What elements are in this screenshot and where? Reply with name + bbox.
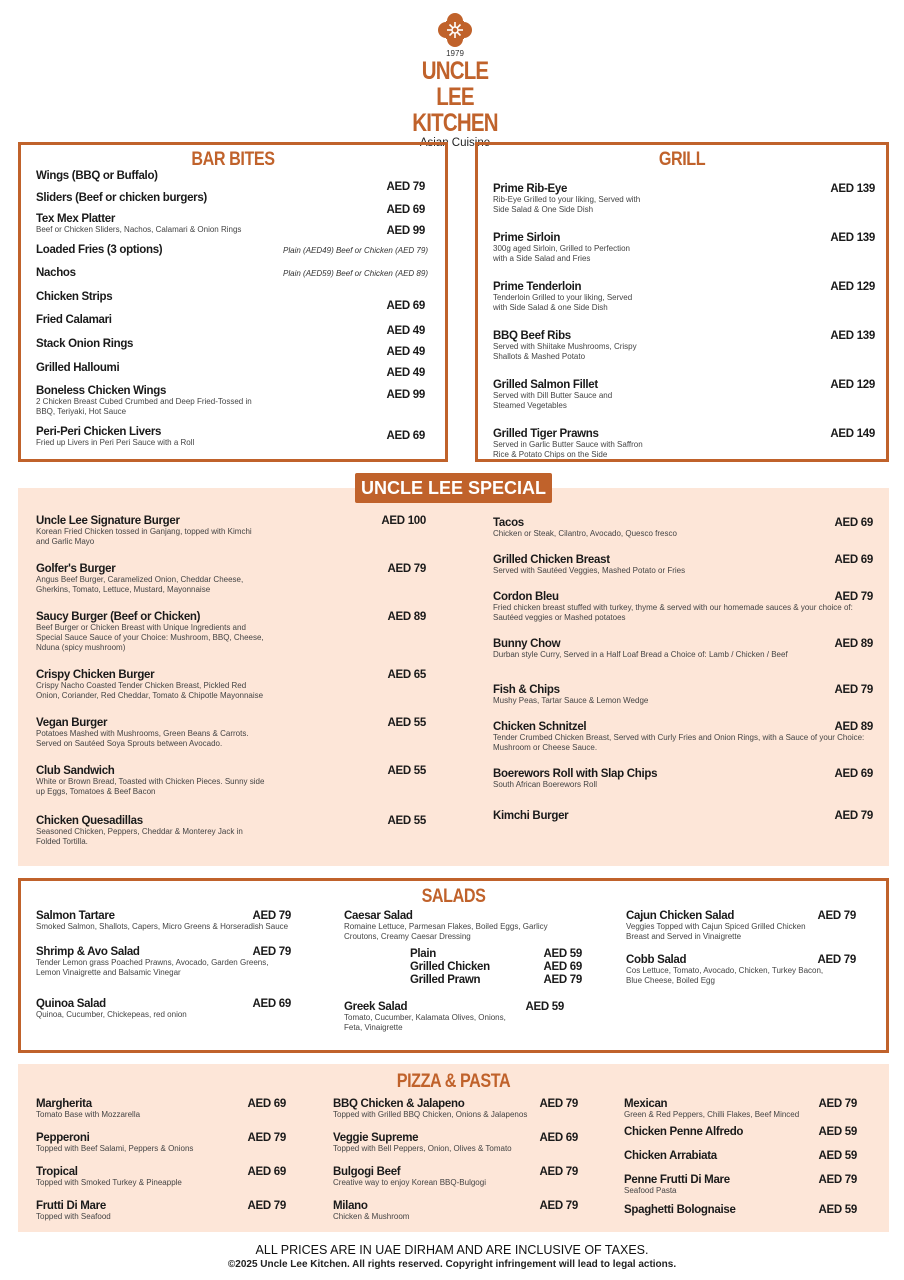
menu-item[interactable] [36, 910, 291, 932]
item-price: AED 79 [817, 910, 856, 922]
menu-item[interactable] [493, 428, 875, 460]
item-desc: Fried chicken breast stuffed with turkey, thyme & served with our homemade sauces & your choice of: Sautéed veggies or Mashed potatoes [493, 603, 853, 622]
menu-item[interactable] [36, 946, 291, 978]
item-row [36, 1132, 286, 1144]
item-desc: White or Brown Bread, Toasted with Chicken Pieces. Sunny side up Eggs, Tomatoes & Beef Bacon [36, 777, 265, 796]
item-row [36, 611, 426, 623]
item-price-secondary: AED 49 [386, 367, 425, 379]
item-row [493, 281, 875, 293]
item-desc: Served with Shiitake Mushrooms, Crispy Shallots & Mashed Potato [493, 342, 637, 361]
item-name: Chicken Arrabiata [624, 1150, 717, 1162]
item-desc: Chicken & Mushroom [333, 1212, 410, 1221]
item-row [493, 379, 875, 391]
logo-brand-line1: UNCLE LEE [421, 57, 489, 111]
menu-item[interactable] [36, 1132, 286, 1154]
item-name: Tacos [493, 517, 524, 529]
menu-item[interactable] [36, 338, 428, 350]
flower-emblem-icon [437, 12, 473, 48]
uncle-lee-special-section [18, 488, 889, 866]
item-desc: South African Boerewors Roll [493, 780, 598, 789]
item-desc: Quinoa, Cucumber, Chickepeas, red onion [36, 1010, 187, 1019]
item-name: Chicken Penne Alfredo [624, 1126, 744, 1138]
item-row [36, 815, 426, 827]
price-notice: ALL PRICES ARE IN UAE DIRHAM AND ARE INCLUSIVE OF TAXES. [255, 1243, 649, 1257]
menu-item[interactable] [36, 244, 428, 256]
item-name: Club Sandwich [36, 765, 115, 777]
item-price: AED 59 [818, 1150, 857, 1162]
item-row [36, 946, 291, 958]
item-desc: Served with Sautéed Veggies, Mashed Potato or Fries [493, 566, 686, 575]
item-price: AED 129 [830, 281, 875, 293]
pizza-col1 [36, 1098, 286, 1222]
section-title-grill: GRILL [658, 149, 706, 170]
item-row [624, 1150, 857, 1162]
pizza-col2 [333, 1098, 578, 1222]
option-label: Grilled Prawn [410, 974, 481, 986]
option-label: Grilled Chicken [410, 961, 490, 973]
menu-item[interactable] [36, 1166, 286, 1188]
item-name: Tropical [36, 1166, 78, 1178]
menu-item[interactable] [36, 426, 428, 448]
item-price: AED 69 [247, 1098, 286, 1110]
special-right-list [493, 517, 873, 822]
item-name: Vegan Burger [36, 717, 108, 729]
item-name: Fish & Chips [493, 684, 560, 696]
item-name: Grilled Chicken Breast [493, 554, 610, 566]
item-name: BBQ Beef Ribs [493, 330, 571, 342]
item-name: Chicken Schnitzel [493, 721, 587, 733]
item-name: Cobb Salad [626, 954, 687, 966]
item-row [493, 183, 875, 195]
item-row [36, 244, 428, 256]
item-price: AED 79 [247, 1200, 286, 1212]
item-price: AED 139 [830, 183, 875, 195]
item-price: AED 99 [386, 225, 425, 237]
option-label: Plain [410, 948, 436, 960]
item-price: AED 79 [386, 181, 425, 193]
item-desc: Durban style Curry, Served in a Half Loaf Bread a Choice of: Lamb / Chicken / Beef [493, 650, 788, 659]
item-row [36, 291, 428, 303]
item-desc: Served with Dill Butter Sauce and Steamed Vegetables [493, 391, 613, 410]
item-row [624, 1174, 857, 1186]
item-price: AED 79 [834, 810, 873, 822]
item-desc: Beef or Chicken Sliders, Nachos, Calamari & Onion Rings [36, 225, 242, 234]
item-row [36, 563, 426, 575]
item-price: AED 55 [387, 765, 426, 777]
item-name: Shrimp & Avo Salad [36, 946, 140, 958]
item-price: AED 59 [525, 1001, 564, 1013]
menu-item[interactable] [624, 1174, 857, 1196]
menu-item[interactable] [36, 563, 426, 595]
item-price: AED 79 [818, 1098, 857, 1110]
item-desc: Angus Beef Burger, Caramelized Onion, Cheddar Cheese, Gherkins, Tomato, Lettuce, Mustard, Mayonnaise [36, 575, 244, 594]
item-name: Saucy Burger (Beef or Chicken) [36, 611, 201, 623]
item-row [36, 1098, 286, 1110]
item-name: Loaded Fries (3 options) [36, 244, 163, 256]
item-name: Golfer's Burger [36, 563, 116, 575]
item-price: AED 100 [381, 515, 426, 527]
item-name: Prime Rib-Eye [493, 183, 568, 195]
item-name: Prime Sirloin [493, 232, 561, 244]
item-desc: Tomato, Cucumber, Kalamata Olives, Onions, Feta, Vinaigrette [344, 1013, 506, 1032]
menu-item[interactable] [36, 385, 428, 417]
salads-col3 [626, 910, 856, 986]
item-price: AED 89 [834, 638, 873, 650]
item-price: AED 69 [834, 554, 873, 566]
item-name: Kimchi Burger [493, 810, 569, 822]
item-price: AED 49 [386, 346, 425, 358]
item-name: Crispy Chicken Burger [36, 669, 155, 681]
item-row [626, 910, 856, 922]
item-row [36, 192, 428, 204]
grill-section [475, 142, 889, 462]
item-name: Salmon Tartare [36, 910, 115, 922]
menu-item[interactable] [333, 1200, 578, 1222]
item-desc: 300g aged Sirloin, Grilled to Perfection with a Side Salad and Fries [493, 244, 630, 263]
salads-col2 [344, 910, 584, 1033]
item-desc: Topped with Bell Peppers, Onion, Olives & Tomato [333, 1144, 512, 1153]
item-price: AED 55 [387, 815, 426, 827]
item-price: AED 79 [818, 1174, 857, 1186]
item-name: Wings (BBQ or Buffalo) [36, 170, 158, 182]
menu-item[interactable] [36, 717, 426, 749]
menu-item[interactable] [344, 910, 584, 987]
item-name: BBQ Chicken & Jalapeno [333, 1098, 465, 1110]
item-name: Milano [333, 1200, 368, 1212]
item-desc: Served in Garlic Butter Sauce with Saffron Rice & Potato Chips on the Side [493, 440, 643, 459]
item-name: Grilled Tiger Prawns [493, 428, 599, 440]
menu-item[interactable] [36, 213, 428, 235]
item-name: Nachos [36, 267, 76, 279]
item-desc: Green & Red Peppers, Chilli Flakes, Beef Minced [624, 1110, 800, 1119]
item-desc: Tenderloin Grilled to your liking, Served with Side Salad & one Side Dish [493, 293, 633, 312]
item-desc: Chicken or Steak, Cilantro, Avocado, Quesco fresco [493, 529, 677, 538]
item-row [36, 910, 291, 922]
item-row [624, 1204, 857, 1216]
bar-bites-section [18, 142, 448, 462]
special-left-list [36, 515, 426, 847]
item-row [36, 170, 428, 182]
item-name: Cordon Bleu [493, 591, 559, 603]
menu-item[interactable] [624, 1126, 857, 1138]
item-price: AED 69 [834, 768, 873, 780]
item-price: AED 149 [830, 428, 875, 440]
copyright-notice: ©2025 Uncle Lee Kitchen. All rights reserved. Copyright infringement will lead to legal actions. [227, 1259, 677, 1270]
item-row [36, 765, 426, 777]
menu-item[interactable] [36, 998, 291, 1020]
item-row [493, 232, 875, 244]
section-title-pizza-pasta: PIZZA & PASTA [396, 1071, 511, 1092]
item-price: AED 59 [818, 1204, 857, 1216]
item-row [36, 314, 428, 326]
salads-col1 [36, 910, 291, 1020]
item-desc: 2 Chicken Breast Cubed Crumbed and Deep Fried-Tossed in BBQ, Teriyaki, Hot Sauce [36, 397, 252, 416]
menu-item[interactable] [493, 721, 873, 753]
caesar-option[interactable] [410, 961, 582, 974]
menu-item[interactable] [36, 515, 426, 547]
item-price: AED 79 [539, 1200, 578, 1212]
item-name: Tex Mex Platter [36, 213, 116, 225]
item-name: Grilled Salmon Fillet [493, 379, 598, 391]
item-row [624, 1098, 857, 1110]
menu-item[interactable] [36, 611, 426, 653]
item-name: Margherita [36, 1098, 92, 1110]
menu-item[interactable] [36, 362, 428, 374]
item-desc: Cos Lettuce, Tomato, Avocado, Chicken, Turkey Bacon, Blue Cheese, Boiled Egg [626, 966, 824, 985]
menu-item[interactable] [493, 591, 873, 623]
item-desc: Potatoes Mashed with Mushrooms, Green Beans & Carrots. Served on Sautéed Soya Sprouts between Avocado. [36, 729, 249, 748]
item-desc: Rib-Eye Grilled to your liking, Served with Side Salad & One Side Dish [493, 195, 641, 214]
item-name: Boerewors Roll with Slap Chips [493, 768, 658, 780]
item-row [493, 684, 873, 696]
item-row [36, 1166, 286, 1178]
menu-item[interactable] [36, 1200, 286, 1222]
item-desc: Topped with Smoked Turkey & Pineapple [36, 1178, 182, 1187]
item-desc: Beef Burger or Chicken Breast with Unique Ingredients and Special Sauce Sauce of your Choice: Mushroom, BBQ, Cheese, Nduna (spicy mushroom) [36, 623, 264, 652]
item-row [36, 998, 291, 1010]
item-price: AED 99 [386, 389, 425, 401]
menu-item[interactable] [36, 669, 426, 701]
item-row [333, 1132, 578, 1144]
item-row [333, 1166, 578, 1178]
restaurant-logo [390, 12, 520, 149]
item-row [36, 338, 428, 350]
item-name: Grilled Halloumi [36, 362, 120, 374]
menu-item[interactable] [493, 554, 873, 576]
item-name: Greek Salad [344, 1001, 408, 1013]
item-price: AED 79 [539, 1098, 578, 1110]
item-name: Quinoa Salad [36, 998, 106, 1010]
menu-item[interactable] [333, 1166, 578, 1188]
item-price: AED 55 [387, 717, 426, 729]
menu-item[interactable] [493, 330, 875, 362]
item-price: AED 59 [818, 1126, 857, 1138]
item-price: AED 79 [387, 563, 426, 575]
item-name: Stack Onion Rings [36, 338, 134, 350]
menu-item[interactable] [493, 517, 873, 539]
item-price: AED 79 [252, 910, 291, 922]
item-row [36, 426, 428, 438]
option-price: AED 59 [543, 948, 582, 960]
item-row [36, 669, 426, 681]
option-price: AED 79 [543, 974, 582, 986]
item-name: Chicken Strips [36, 291, 113, 303]
menu-item[interactable] [36, 815, 426, 847]
item-name: Chicken Quesadillas [36, 815, 143, 827]
menu-item[interactable] [624, 1098, 857, 1120]
logo-tagline: Asian Cuisine [419, 137, 491, 149]
item-desc: Tender Lemon grass Poached Prawns, Avocado, Garden Greens, Lemon Vinaigrette and Balsamic Vinegar [36, 958, 269, 977]
item-price: AED 89 [834, 721, 873, 733]
item-price: AED 65 [387, 669, 426, 681]
item-price: AED 79 [252, 946, 291, 958]
menu-item[interactable] [333, 1132, 578, 1154]
item-desc: Crispy Nacho Coasted Tender Chicken Breast, Pickled Red Onion, Coriander, Red Cheddar, Tomato & Chipotle Mayonnaise [36, 681, 264, 700]
item-name: Frutti Di Mare [36, 1200, 106, 1212]
item-row [493, 591, 873, 603]
item-price: AED 79 [817, 954, 856, 966]
menu-item[interactable] [36, 765, 426, 797]
item-desc: Smoked Salmon, Shallots, Capers, Micro Greens & Horseradish Sauce [36, 922, 289, 931]
item-row [36, 213, 428, 225]
item-name: Cajun Chicken Salad [626, 910, 735, 922]
item-name: Bunny Chow [493, 638, 561, 650]
item-price: AED 129 [830, 379, 875, 391]
item-desc: Creative way to enjoy Korean BBQ-Bulgogi [333, 1178, 486, 1187]
menu-item[interactable] [493, 379, 875, 411]
item-price: AED 69 [386, 430, 425, 442]
item-row [493, 517, 873, 529]
pizza-pasta-section [18, 1064, 889, 1232]
item-price: AED 69 [539, 1132, 578, 1144]
item-row [36, 1200, 286, 1212]
item-price: AED 69 [247, 1166, 286, 1178]
item-price: AED 139 [830, 330, 875, 342]
item-options: Plain (AED59) Beef or Chicken (AED 89) [283, 269, 428, 278]
menu-item[interactable] [36, 314, 428, 326]
item-row [493, 721, 873, 733]
menu-item[interactable] [626, 954, 856, 986]
item-row [333, 1200, 578, 1212]
item-name: Boneless Chicken Wings [36, 385, 167, 397]
grill-list [493, 183, 875, 460]
item-price: AED 69 [252, 998, 291, 1010]
menu-item[interactable] [344, 1001, 564, 1033]
logo-year: 1979 [446, 49, 464, 58]
menu-item[interactable] [333, 1098, 578, 1120]
caesar-options [410, 948, 582, 987]
section-title-uncle-lee-special: UNCLE LEE SPECIAL [355, 473, 552, 503]
item-name: Prime Tenderloin [493, 281, 582, 293]
salads-section [18, 878, 889, 1053]
item-price: AED 49 [386, 325, 425, 337]
item-name: Sliders (Beef or chicken burgers) [36, 192, 207, 204]
item-row [333, 1098, 578, 1110]
menu-item[interactable] [36, 267, 428, 279]
item-name: Spaghetti Bolognaise [624, 1204, 736, 1216]
option-price: AED 69 [543, 961, 582, 973]
item-price: AED 69 [386, 204, 425, 216]
item-name: Uncle Lee Signature Burger [36, 515, 180, 527]
item-desc: Seafood Pasta [624, 1186, 677, 1195]
item-name: Peri-Peri Chicken Livers [36, 426, 162, 438]
item-price: AED 79 [247, 1132, 286, 1144]
menu-item[interactable] [624, 1204, 857, 1216]
item-name: Bulgogi Beef [333, 1166, 401, 1178]
item-name: Veggie Supreme [333, 1132, 419, 1144]
item-options: Plain (AED49) Beef or Chicken (AED 79) [283, 246, 428, 255]
item-row [36, 717, 426, 729]
item-desc: Topped with Seafood [36, 1212, 111, 1221]
item-desc: Tomato Base with Mozzarella [36, 1110, 141, 1119]
item-price: AED 89 [387, 611, 426, 623]
item-price: AED 69 [386, 300, 425, 312]
caesar-option[interactable] [410, 948, 582, 961]
menu-item[interactable] [493, 281, 875, 313]
item-row [626, 954, 856, 966]
item-desc: Veggies Topped with Cajun Spiced Grilled Chicken Breast and Served in Vinaigrette [626, 922, 806, 941]
item-name: Pepperoni [36, 1132, 90, 1144]
section-title-salads: SALADS [421, 886, 486, 907]
menu-item[interactable] [626, 910, 856, 942]
item-name: Mexican [624, 1098, 668, 1110]
item-desc: Romaine Lettuce, Parmesan Flakes, Boiled Eggs, Garlicy Croutons, Creamy Caesar Dressing [344, 922, 548, 941]
menu-item[interactable] [36, 192, 428, 204]
item-desc: Mushy Peas, Tartar Sauce & Lemon Wedge [493, 696, 649, 705]
item-price: AED 79 [834, 684, 873, 696]
item-desc: Korean Fried Chicken tossed in Ganjang, topped with Kimchi and Garlic Mayo [36, 527, 252, 546]
item-price: AED 139 [830, 232, 875, 244]
section-title-bar-bites: BAR BITES [191, 149, 275, 170]
item-row [493, 428, 875, 440]
menu-item[interactable] [36, 1098, 286, 1120]
item-row [493, 330, 875, 342]
item-desc: Tender Crumbed Chicken Breast, Served with Curly Fries and Onion Rings, with a Sauce of your Choice: Mushroom or Cheese Sauce. [493, 733, 865, 752]
item-desc: Topped with Beef Salami, Peppers & Onions [36, 1144, 194, 1153]
item-name: Caesar Salad [344, 910, 413, 922]
item-row [624, 1126, 857, 1138]
menu-item[interactable] [493, 232, 875, 264]
item-desc: Seasoned Chicken, Peppers, Cheddar & Monterey Jack in Folded Tortilla. [36, 827, 243, 846]
menu-item[interactable] [36, 170, 428, 182]
menu-item[interactable] [493, 638, 873, 660]
item-row [493, 638, 873, 650]
menu-item[interactable] [493, 810, 873, 822]
item-name: Penne Frutti Di Mare [624, 1174, 730, 1186]
item-row [493, 554, 873, 566]
pizza-col3 [624, 1098, 857, 1216]
menu-item[interactable] [493, 768, 873, 790]
menu-item[interactable] [493, 183, 875, 215]
item-row [493, 768, 873, 780]
caesar-option[interactable] [410, 974, 582, 987]
item-row [36, 385, 428, 397]
item-price: AED 79 [834, 591, 873, 603]
menu-item[interactable] [493, 684, 873, 706]
item-name: Fried Calamari [36, 314, 112, 326]
logo-brand-line2: KITCHEN [412, 109, 498, 137]
menu-item[interactable] [624, 1150, 857, 1162]
item-desc: Topped with Grilled BBQ Chicken, Onions & Jalapenos [333, 1110, 528, 1119]
menu-item[interactable] [36, 291, 428, 303]
item-row [36, 362, 428, 374]
item-price: AED 69 [834, 517, 873, 529]
item-row [36, 267, 428, 279]
item-price: AED 79 [539, 1166, 578, 1178]
item-desc: Fried up Livers in Peri Peri Sauce with a Roll [36, 438, 195, 447]
item-row [36, 515, 426, 527]
item-row [493, 810, 873, 822]
